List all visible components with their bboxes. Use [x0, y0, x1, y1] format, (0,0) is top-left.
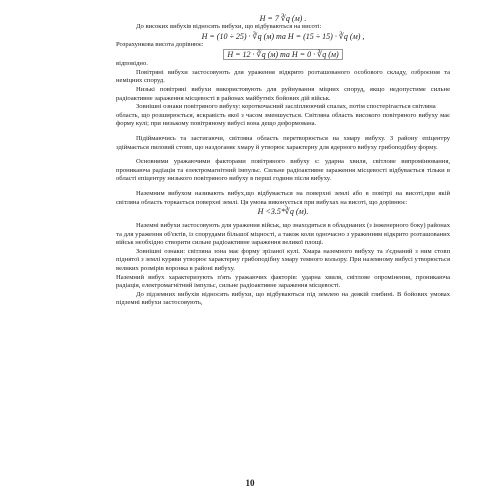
paragraph-calculated-height: Розрахункова висота дорівнює: — [116, 40, 204, 48]
formula-box: H = 12 · ∛q (м) та H = 0 · ∛q (м) — [223, 49, 342, 60]
paragraph-damage-factors: Основними уражаючими факторами повітряного вибуху є: ударна хвиля, світлове випромінювання, проникаюча радіація та електромагнітний імпульс. Сильне радіоактивне зараження місцевості відбувається тільки в області епіцентру низького повітряного вибуху в перші години після вибуху. — [116, 158, 450, 183]
paragraph-air-burst-signs: Зовнішні ознаки повітряного вибуху: короткочасний засліплюючий спалах, потім спостерігається світляна — [136, 103, 436, 111]
formula-high-burst-height: H = 7 ∛q (м) . — [259, 14, 307, 23]
paragraph-burst-cloud: Підіймаючись та застигаючи, світляна область перетворюється на хмару вибуху. З району епіцентру здіймається пиловий стовп, що наздоганяє хмару й утворює характерну для ядерного вибуху грибоподібну форму. — [116, 134, 450, 151]
paragraph-high-bursts-intro: До високих вибухів відносять вибухи, що відбуваються на висоті: — [136, 23, 322, 30]
paragraph-luminous-area: область, що розширюється, яскравість якої з часом зменшується. Світляна область високого повітряного вибуху має форму кулі; при низькому повітряному вибусі вона дещо деформована. — [116, 111, 450, 128]
page-number: 10 — [245, 478, 255, 488]
paragraph-underground-bursts: До підземних вибухів відносять вибухи, що відбуваються під землею на деякій глибині. В бойових умовах підземні вибухи застосовують, — [116, 290, 450, 307]
formula-burst-height-ranges: H = (10 ÷ 25) · ∛q (м) та H = (15 ÷ 15) · ∛q (м) , — [201, 31, 365, 41]
paragraph-ground-burst-signs: Зовнішні ознаки: світляна зона має форму зрізаної кулі. Хмара наземного вибуху та з'єднаний з ним стовп піднятої з землі куряви утворює характерну грибоподібну хмару темного кольору. При наземному вибусі утворюється великих розмірів воронка в районі вибуху. — [116, 247, 450, 273]
paragraph-low-air-burst: Низькі повітряні вибухи використовують для руйнування міцних споруд, якщо недопустиме сильне радіоактивне зараження місцевості в районах майбутніх бойових дій військ. — [116, 85, 450, 102]
formula-ground-burst-height: H <3.5*∛q (м). — [257, 207, 309, 217]
paragraph-respectively: відповідно. — [116, 60, 148, 68]
paragraph-ground-burst-factors: Наземний вибух характеризують п'ять уражаючих факторів: ударна хвиля, світлове опромінення, проникаюча радіація, електромагнітний імпульс, сильне радіоактивне зараження місцевості. — [116, 273, 450, 290]
paragraph-air-burst-use: Повітряні вибухи застосовують для ураження відкрито розташованого особового складу, озброєння та неміцних споруд. — [116, 68, 450, 85]
formula-calculated-height — [116, 49, 450, 60]
paragraph-ground-burst-definition: Наземним вибухом називають вибух,що відбувається на поверхні землі або в повітрі на висоті,при якій світляна область торкається поверхні землі. Ця умова виконується при вибухах на висоті, що дорівнює: — [116, 189, 450, 206]
paragraph-ground-burst-use: Наземні вибухи застосовують для ураження військ, що знаходяться в обладнаних (з інженерного боку) районах та для ураження об'єктів, із спорудами більшої міцності, а також коли одночасно з ураженням відкрито розташованих військ необхідно створити сильне радіоактивне зараження великої площі. — [116, 222, 450, 247]
